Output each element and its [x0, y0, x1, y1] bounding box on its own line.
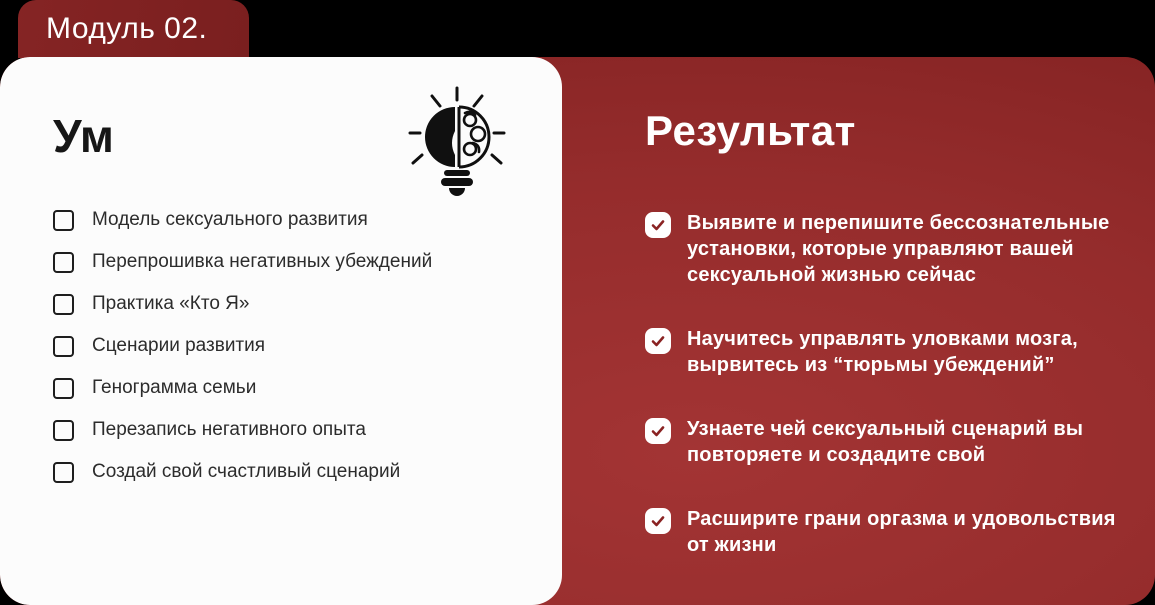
- checkmark-icon: [645, 328, 671, 354]
- checklist-item-label: Модель сексуального развития: [92, 209, 368, 230]
- brain-lightbulb-icon: [405, 85, 509, 197]
- empty-checkbox[interactable]: [53, 210, 74, 231]
- topic-checklist: [53, 209, 533, 483]
- checklist-item: [53, 377, 533, 399]
- result-item-label: Узнаете чей сексуальный сценарий вы повторяете и создадите свой: [687, 418, 1084, 466]
- checklist-item: [53, 293, 533, 315]
- checkmark-icon: [645, 418, 671, 444]
- checklist-item-label: Создай свой счастливый сценарий: [92, 461, 401, 482]
- checklist-item-label: Перезапись негативного опыта: [92, 419, 366, 440]
- checklist-item-label: Перепрошивка негативных убеждений: [92, 251, 433, 272]
- checklist-item: [53, 209, 533, 231]
- topic-card: [0, 57, 562, 605]
- results-title: Результат: [645, 107, 856, 154]
- results-list: [645, 210, 1137, 558]
- result-item: [645, 210, 1137, 288]
- result-item: [645, 506, 1137, 558]
- checklist-item: [53, 335, 533, 357]
- empty-checkbox[interactable]: [53, 378, 74, 399]
- result-item-label: Расширите грани оргазма и удовольствия от жизни: [687, 508, 1116, 556]
- checklist-item-label: Практика «Кто Я»: [92, 293, 250, 314]
- result-item: [645, 326, 1137, 378]
- module-badge-label: Модуль 02.: [46, 12, 208, 45]
- empty-checkbox[interactable]: [53, 336, 74, 357]
- empty-checkbox[interactable]: [53, 294, 74, 315]
- result-item-label: Научитесь управлять уловками мозга, вырвитесь из “тюрьмы убеждений”: [687, 328, 1078, 376]
- result-item-label: Выявите и перепишите бессознательные установки, которые управляют вашей сексуальной жизнью сейчас: [687, 212, 1110, 286]
- empty-checkbox[interactable]: [53, 252, 74, 273]
- topic-title: Ум: [53, 110, 115, 162]
- empty-checkbox[interactable]: [53, 420, 74, 441]
- checklist-item: [53, 419, 533, 441]
- checklist-item-label: Генограмма семьи: [92, 377, 257, 398]
- results-panel: [0, 57, 1155, 605]
- checkmark-icon: [645, 212, 671, 238]
- checkmark-icon: [645, 508, 671, 534]
- empty-checkbox[interactable]: [53, 462, 74, 483]
- module-badge: [18, 0, 249, 58]
- result-item: [645, 416, 1137, 468]
- checklist-item-label: Сценарии развития: [92, 335, 266, 356]
- checklist-item: [53, 251, 533, 273]
- checklist-item: [53, 461, 533, 483]
